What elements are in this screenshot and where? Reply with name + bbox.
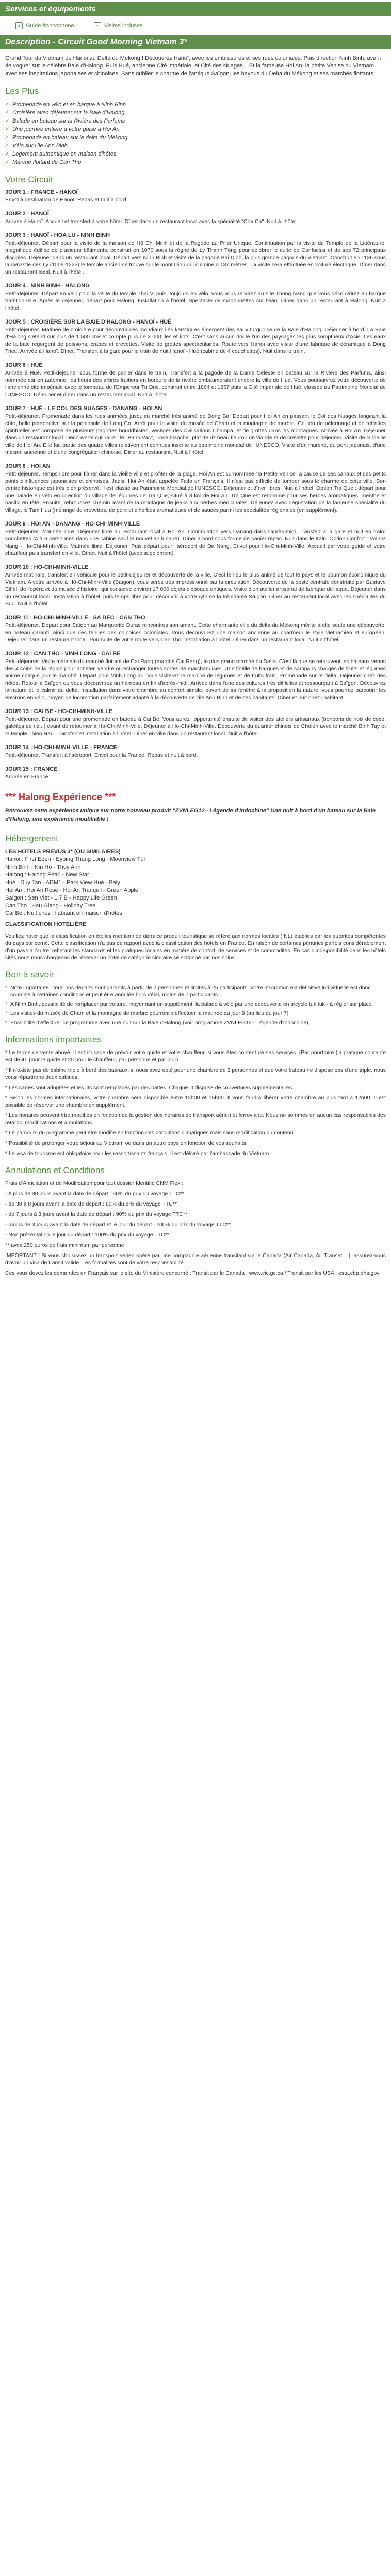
day-title: JOUR 13 : CAI BE - HO-CHI-MINH-VILLE xyxy=(5,708,113,715)
annul-item: - de 7 jours à 3 jours avant la date de départ : 90% du prix du voyage TTC** xyxy=(5,1211,187,1217)
day-item xyxy=(5,405,386,456)
info-paragraph: * Le parcours du programme peut être modifié en fonction des conditions climatiques mais sans modification du contenu. xyxy=(5,1130,295,1136)
info-paragraph: * Selon les normes internationales, votre chambre sera disponible entre 12h00 et 15h00. Il vous faudra libérer votre chambre au plus tard à 12h00. Il est possible de réserver une chambre en supplément. xyxy=(5,1095,386,1108)
day-text: Petit-déjeuner. Visite matinale du marché flottant de Cai Rang (marché Cai Rang), le plus grand marché du Delta. C'est là que se retrouvent les bateaux venus des 4 coins de la région pour acheter, vendre ou échanger toutes sortes de marchandises. Une flotille de barques et de sampans chargés de fruits et légumes animé chaque jour le marché. Départ pour Vinh Long au nous visiterez le marché de légumes et de fruits frais. Promenade sur le delta. Déjeuner chez des hôtes. Retour à Saïgon ou vous découvrirez un hameau en fin d'après-midi. Arrivée dans l'une des cultures très difficiles et ressourçant à Saïgon. Découvrez la nature et le calme du delta. Installation dans votre chambre au confort simple, ouvert de sa fenêtre à la proposition la nature, vous pourrez parcourir les environs en vélo, moyen de locomotion parfaitement adapté à la découverte de l'île Anh Binh et de ses habitants. Dîner et nuit chez l'habitant. xyxy=(5,658,386,701)
bon-list xyxy=(5,984,386,1026)
infos-title: Informations importantes xyxy=(5,1035,102,1044)
annul-intro: Frais d'Annulation et de Modification pour tout dossier Identifié CNM Flex : xyxy=(5,1180,184,1187)
day-text: Petit-déjeuner. Départ pour Saïgon au Marguerite Duras rencontres son amant. Cette charmante ville du delta du Mékong mérite à elle seule une découverte, en bateau garanti, ainsi que des tenues des chinoises coloniales. Vous découvrirez une maison ancienne au charmeur le style vietnamien et européen. Déjeuner dans un restaurant local. Poursuite de votre route vers Can Tho. Installation à l'hôtel. Dîner dans un restaurant local. Nuit à l'hôtel. xyxy=(5,622,386,643)
plus-item: ✓ Croisière avec déjeuner sur la Baie d'Halong xyxy=(5,109,386,117)
services-legend xyxy=(0,16,391,35)
day-title: JOUR 9 : HOI AN - DANANG - HO-CHI-MINH-VILLE xyxy=(5,521,140,527)
annul-note: IMPORTANT ! Si vous choisissez un transport aérien opéré par une compagnie aérienne transitant via le Canada (Air Canada, Air Transat ...), assurez-vous d'avoir un visa de transit valide. Les formalités sont de votre responsabilité. xyxy=(5,1252,386,1266)
promo-body: Retrouvez cette expérience unique sur notre nouveau produit "ZVNLEG12 - Légende d'Indochine" Une nuit à bord d'un bateau sur la Baie d'Halong, une expérience inoubliable ! xyxy=(5,808,376,822)
day-text: Arrivée à Hanoï. Accueil et transfert à votre hôtel. Dîner dans un restaurant local avec la spécialité "Cha Ca". Nuit à l'hôtel. xyxy=(5,218,298,225)
annul-title: Annulations et Conditions xyxy=(5,1165,105,1175)
description-title-bar xyxy=(0,35,391,49)
hotel-line: Saïgon : Sen Viet - 1,7 B - Happy Life Green xyxy=(5,895,117,901)
hotel-line: Hoi An : Hoi An Rose - Hoi An Tranquil - Green Apple xyxy=(5,887,139,893)
plus-title: Les Plus xyxy=(5,86,39,96)
day-title: JOUR 6 : HUÉ xyxy=(5,362,43,368)
info-paragraph: * Le terme de vente aboyé. Il est d'usage de prévoir votre guide et votre chauffeur, si vous êtes content de ses services. (Par pourboire (la pratique courante est de 4€ pour le guide et 2€ pour le chauffeur, par personne et par jour) xyxy=(5,1049,386,1063)
visits-icon: ⌂ xyxy=(94,22,101,29)
day-item xyxy=(5,615,386,643)
day-item xyxy=(5,232,386,276)
legend-visits xyxy=(94,22,143,29)
day-title: JOUR 10 : HO-CHI-MINH-VILLE xyxy=(5,564,89,570)
info-paragraph: * Possibilité de prolonger votre séjour au Vietnam ou dans un autre pays en fonction de vos souhaits. xyxy=(5,1140,248,1146)
day-text: Arrivée matinale, transfert en véhicule pour le petit-déjeuner et découverte de la ville. C'est le lieu le plus animé de tout le pays et le poumon économique du Vietnam. A votre arrivée à Hô-Chi-Minh-Ville (Saïgon), vous serez très impressionné par la circulation. Découverte de la poste centrale construite par Gustave Eiffel, de l'opéra et du musée d'histoire, qui conserve environ 17 000 objets d'époque antiques. Visite d'un atelier artisanal de fabrique de laque. Déjeuner dans un restaurant local. Installation à l'hôtel, puis temps libre pour découvrir à votre rythme la trépidante Saïgon. Dîner au restaurant local avec les spécialités du Sud. Nuit à l'hôtel. xyxy=(5,572,386,607)
classification-title: CLASSIFICATION HOTELIÈRE xyxy=(5,921,87,927)
annul-item: - A plus de 30 jours avant la date de départ : 60% du prix du voyage TTC** xyxy=(5,1191,184,1197)
day-text: Petit-déjeuner. Départ pour une promenade en bateau à Cai Be. Vous aurez l'opportunité ensuite de visiter des ateliers artisanaux (bonbons de noix de coco, galettes de riz...) avant de retourner à Ho-Chi-Minh-Ville. Déjeuner à Ho-Chi-Minh-Ville. Découverte du quartier chinois de Cholon avec le marché Binh Tay et le temple Thien Hau. Transfert et installation à l'hôtel. Dîner en ville dans un restaurant local. Nuit à l'hôtel. xyxy=(5,716,386,737)
day-item xyxy=(5,319,386,355)
day-title: JOUR 11 : HO-CHI-MINH-VILLE - SA DEC - CAN THO xyxy=(5,615,145,621)
hotel-line: Cai Be : Nuit chez l'habitant en maison d'hôtes xyxy=(5,910,122,917)
plus-item: ✓ Vélo sur l'île Ann Binh xyxy=(5,142,386,150)
hotel-line: Ninh Binh : Nin Hô - Thuy Anh xyxy=(5,864,81,870)
guide-icon: ♦ xyxy=(15,22,23,29)
annul-item: - de 30 à 8 jours avant la date de départ : 80% du prix du voyage TTC** xyxy=(5,1201,177,1207)
annul-note: ** avec 250 euros de frais minimum par personne xyxy=(5,1242,124,1248)
day-item xyxy=(5,766,386,781)
day-title: JOUR 15 : FRANCE xyxy=(5,766,58,772)
bon-title: Bon à savoir xyxy=(5,970,54,979)
plus-item: ✓ Promenade en vélo et en barque à Ninh Binh xyxy=(5,100,386,109)
day-text: Petit-déjeuner. Départ pour la visite de la maison de Hô Chi Minh et de la Pagode au Pilier Unique. Continuation par la visite du Temple de la Littérature, magnifique édifice de plusieurs bâtiments, construit en 1070 sous la règne de Ly Thanh Tông pour célébrer le culte de Confucius et de ses 72 principaux disciples. Déjeuner dans un restaurant local. Départ vers Ninh Binh et visite de la pagode Bai Dinh, la plus grande pagode du Vietnam. Construit en 1136 sous la dynastie des Ly (1009-1225) le temple ancien se trouve sur le mont Dinh qui culmine à 187 mètres. La visite sera effectuée en voiture électrique. Dîner dans un restaurant local. Nuit à l'hôtel. xyxy=(5,240,386,275)
description-title: Description - Circuit Good Morning Vietnam 3* xyxy=(5,38,187,46)
promo-title: *** Halong Expérience *** xyxy=(5,792,116,802)
day-title: JOUR 2 : HANOÏ xyxy=(5,211,49,217)
info-paragraph: * Le visa de tourisme est obligatoire pour les ressortissants français. Il est délivré par l'ambassade du Vietnam. xyxy=(5,1150,271,1157)
bon-item: * Note importante : tous nos départs sont garantis à partir de 2 personnes et limités à 25 participants. Votre inscription est définitive individuelle est donc soumise à certaines conditions et peut être annulée hors délai, moins de 7 participants. xyxy=(5,984,386,998)
annul-item: - Non présentation le jour du départ : 100% du prix du voyage TTC** xyxy=(5,1232,169,1238)
day-item xyxy=(5,744,386,759)
day-title: JOUR 5 : CROISIÈRE SUR LA BAIE D'HALONG - HANOÏ - HUÉ xyxy=(5,319,172,325)
day-title: JOUR 8 : HOI AN xyxy=(5,463,51,469)
plus-item: ✓ Marché flottant de Can Tho xyxy=(5,158,386,166)
plus-item: ✓ Balade en bateau sur la Rivière des Parfums xyxy=(5,117,386,125)
plus-item: ✓ Promenade en bateau sur le delta du Mékong xyxy=(5,133,386,142)
hotel-line: Can Tho : Hau Giang - Holiday Tree xyxy=(5,903,96,909)
intro-text: Grand Tour du Vietnam de Hanoi au Delta du Mékong ! Découvrez Hanoï, avec les embrasures et ses rues coloniales. Puis direction Ninh Binh, avant de voguer sur le célèbre Baie d'Halong. Puis Hué, ancienne Cité impériale, et Cité des Nuages... Et la fameuse Hoi An, la petite Venise du Vietnam avec ses inspirations japonaises et chinoises. Sans oublier le charme de l'antique Saïgon, les bayous du Delta du Mékong et ses marchés flottants ! xyxy=(5,55,381,77)
content xyxy=(0,55,391,1277)
plus-list xyxy=(5,100,386,166)
annul-item: - moins de 3 jours avant la date de départ et le jour du départ : 100% du prix du voyage TTC** xyxy=(5,1222,231,1228)
annul-note: Ces vous devez les demandes en Français sur le site du Ministère concerné : Transit par le Canada : www.cic.gc.ca / Transit par les USA : esta.cbp.dhs.gov xyxy=(5,1270,380,1276)
circuit-title: Votre Circuit xyxy=(5,175,53,184)
day-text: Petit-déjeuner. Matinée de croisière pour découvrir ces mondiaux îles karstiques émergent des eaux turquoise de la Baie d'Halong. Déjeuner à bord. La Baie d'Halong s'étend sur plus de 1 500 km² et compte plus de 3 000 îles et îlots. C'est sans aucun doute l'un des paysages les plus somptueux d'Asie. Les eaux de la baie regorgent de poissons, crabes et crevettes. Visite de grottes spectaculaires. Route vers Hanoï avec visite d'une fabrique de céramique à Dong Trieu. Arrivée à Hanoï. Dîner. Transfert à la gare pour le train de nuit Hanoï - Hué (cabine de 4 couchettes). Nuit dans le train. xyxy=(5,327,386,354)
day-title: JOUR 1 : FRANCE - HANOÏ xyxy=(5,189,78,195)
bon-item: * Les visites du musée de Cham et la montagne de marbre pourront s'effectuer la matinée du jour 9 (au lieu du jour 7) xyxy=(5,1010,386,1017)
legend-guide xyxy=(15,22,74,29)
day-item xyxy=(5,189,386,204)
day-text: Petit-déjeuner. Matinée libre. Déjeuner libre au restaurant local à Hoi An. Continuation vers Danang dans l'après-midi. Transfert à la gare et nuit en train-couchettes (4 à 6 personnes dans une cabine sauf le nouvel an lunaire). Dîner à bord sous forme de panier repas. Nuit dans le train. Option Confort : Vol Da Nang - Ho-Chi-Minh-Ville. Matinée libre. Déjeuner. Puis départ pour l'aéroport de Da Nang. Envol pour Ho-Chi-Minh-Ville. Accueil par votre guide et votre chauffeur puis transfert en ville. Dîner. Nuit à l'hôtel (avec supplément). xyxy=(5,529,386,556)
day-item xyxy=(5,283,386,312)
hotel-line: Halong : Halong Pearl - New Star xyxy=(5,872,89,878)
day-item xyxy=(5,564,386,607)
day-title: JOUR 4 : NINH BINH - HALONG xyxy=(5,283,90,289)
day-item xyxy=(5,708,386,737)
day-text: Petit-déjeuner. Temps libre pour flâner dans la vieille ville et profiter de la plage. Hoi An est surnommée "la Petite Venise" à cause de ses canaux et ses petits ponts d'influences japonaises et chinoises. Jadis, Hoi An était appelée Faifo en Français. Il n'est pas difficile de tomber sous le charme de cette ville. Son centre historique est très bien préservé, il est classé au Patrimoine Mondial de l'UNESCO. Déjeuner et dîner libres. Nuit à l'hôtel. Option Tra Que : départ pour une balade en vélo en direction du village de légumes de Tra Que, situé à 3 km de Hoi An. Tra Que est renommé pour ses herbes aromatiques, menthe et basilic en tête. Ensuite, rebroussez chemin avant de la montagne de jeaks aux herbes médicinales. Déjeunez avec dégustation de la fameuse spécialité du village, le Tam Huu (mélange de crevettes, de porc et d'herbes aromatiques et de sauces parmi les spécialités régionales (en supplément). xyxy=(5,471,386,513)
classification-text: Veuillez noter que la classification en étoiles mentionnée dans ce produit touristique se réfère aux normes locales ( NL) établies par les autorités compétentes du pays concerné. Cette classification n'a pas de rapport avec la classification des hôtels en France. En raison de certaines pénuries parfois considérablement d'un pays à l'autre, reflétant les standards et les pratiques locales en matière de confort, de services et de commodités. En cas d'indisponibilité dans les hôtels cités nous nous chargeons de réserver un hôtel de catégorie similaire sélectionné par nos soins. xyxy=(5,933,386,961)
services-title: Services et équipements xyxy=(5,5,96,13)
day-item xyxy=(5,463,386,514)
day-text: Petit-déjeuner. Départ en vélo pour la visite du temple Thai Vi puis, toujours en vélo, vous vous rendrez au site Thung Nang que vous découvrirez en barque traditionnelle. Après le déjeuner, départ pour Halong. Installation à l'hôtel. Spectacle de marionnettes sur l'eau. Dîner dans un restaurant à Halong. Nuit à l'hôtel. xyxy=(5,291,386,311)
day-text: Petit-déjeuner. Promenade dans les rues animées jusqu'au marché très animé de Dong Ba. Départ pour Hoi An en passant le Col des Nuages longeant la côte, belle perspective sur la péninsule de Lang Co. Arrêt pour la visite du musée de Cham et la montagne de marbre. Ce lieu de pèlerinage et de retraites spirituelles est composé de plusieurs pagodes bouddhistes, vestiges des civilisations Champa, et de grottes dans les montagnes. Arrivée à Hoi An. Déjeuner dans un restaurant local. Découverte culinaire : le "Banh Vac", "rose blanche" plat de riz beau fleuron de viande et de crevette pour déjeuner. Visite de la vieille ville de Hoi An. Elle fait partie des quatre villes relativement connues inscrite au patrimoine mondial de l'UNESCO. Visite d'un marché, du pont japonais, d'une maison ancienne et d'une congrégation chinoise. Dîner au restaurant. Nuit à l'hôtel. xyxy=(5,413,386,455)
bon-item: * A Ninh Binh, possibilité de remplacer par voiture, moyennant un supplément, la balade à vélo par une découverte en tricycle tuk tuk - à régler sur place. xyxy=(5,1001,386,1008)
day-title: JOUR 12 : CAN THO - VINH LONG - CAI BE xyxy=(5,651,121,657)
day-item xyxy=(5,651,386,701)
day-text: Arrivée en France. xyxy=(5,774,50,780)
info-paragraph: * Les cartes sont adoptées et les lits sont remplacés par des nattes. Chaque lit dispose de couvertures supplémentaires. xyxy=(5,1084,294,1091)
hotels-title: LES HOTELS PREVUS 3* (OU SIMILAIRES) xyxy=(5,849,121,855)
hebergement-title: Hébergement xyxy=(5,834,59,843)
day-item xyxy=(5,211,386,225)
day-title: JOUR 3 : HANOÏ - HOA LU - NINH BINH xyxy=(5,232,110,239)
hotels-block xyxy=(5,848,386,928)
day-item xyxy=(5,521,386,557)
day-text: Petit-déjeuner. Transfert à l'aéroport. Envol pour la France. Repas et nuit à bord. xyxy=(5,752,198,758)
day-text: Envol à destination de Hanoï. Repas et nuit à bord. xyxy=(5,197,128,203)
bon-item: * Possibilité d'effectuer ce programme avec une nuit sur la Baie d'Halong (voir programme ZVNLEG12 - Légende d'Indochine) xyxy=(5,1019,386,1026)
day-item xyxy=(5,362,386,398)
services-title-bar xyxy=(0,2,391,16)
day-text: Arrivée à Hué. Petit-déjeuner sous forme de panier dans le train. Transfert à la pagode de la Dame Céleste en bateau sur la Rivière des Parfums, ainsi nommée car en automne, les fleurs des arbres fruitiers en bordure de la rivière embaumeraient encore la ville de Hué. Vous poursuivrez votre découverte de l'ancienne cité impériale avec le tombeau de l'Empereur Tu Duc, construit entre 1864 et 1867 puis la Cité Impériale de Hué, classée au Patrimoine Mondial de l'UNESCO. Déjeuner et dîner dans un restaurant local. Nuit à l'hôtel. xyxy=(5,370,386,398)
info-paragraph: * Il n'existe pas de cabine triple à bord des bateaux, si nous avez opté pour une chambre de 3 personnes et que votre bateau ne dispose pas d'une triple, nous vous répartirons deux cabines. xyxy=(5,1067,386,1080)
day-title: JOUR 14 : HO-CHI-MINH-VILLE - FRANCE xyxy=(5,744,117,751)
hotel-line: Hanoï : First Eden - Eyping Thang Long - Moonview Tql xyxy=(5,856,145,862)
hotel-line: Hué : Duy Tan - ADM1 - Park View Hué - Baly xyxy=(5,879,120,886)
info-paragraph: * Les horaires peuvent être modifiés en fonction de la gestion des horaires de transport aérien et ferroviaire. Nous ne sommes en aucun cas responsables des retards, modifications et annulations. xyxy=(5,1112,386,1126)
day-title: JOUR 7 : HUÉ - LE COL DES NUAGES - DANANG - HOI AN xyxy=(5,405,162,412)
legend-guide-label: Guide francophone xyxy=(26,23,74,29)
plus-item: ✓ Logement authentique en maison d'hôtes xyxy=(5,150,386,158)
plus-item: ✓ Une journée entière à votre guise à Hoi An xyxy=(5,125,386,133)
legend-visits-label: Visites incluses xyxy=(104,23,143,29)
